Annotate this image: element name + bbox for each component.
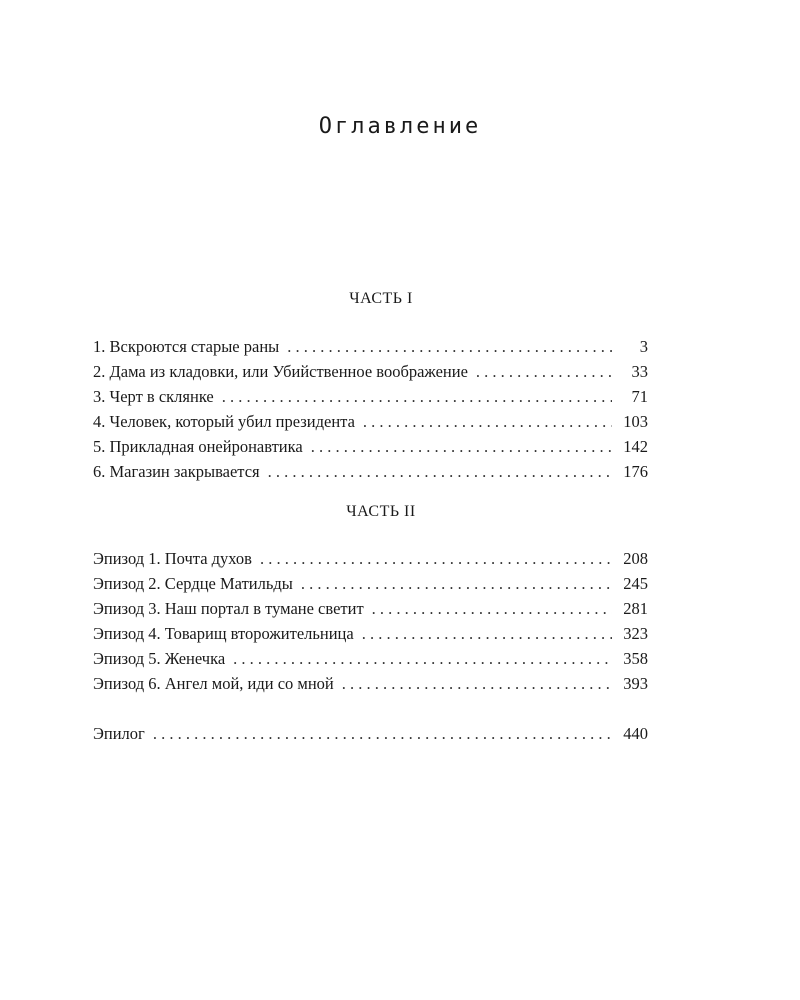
toc-entry[interactable] [93, 596, 648, 621]
toc-entry-label: Эпизод 2. Сердце Матильды [93, 574, 293, 593]
toc-entry[interactable] [93, 646, 648, 671]
toc-entry[interactable] [93, 359, 648, 384]
toc-entry-page: 176 [623, 462, 648, 481]
toc-leader-dots [287, 334, 612, 359]
toc-entry-page: 323 [623, 624, 648, 643]
toc-entry[interactable] [93, 384, 648, 409]
toc-leader-dots [301, 571, 612, 596]
toc-leader-dots [233, 646, 612, 671]
toc-leader-dots [372, 596, 612, 621]
toc-entry-label: 1. Вскроются старые раны [93, 337, 280, 356]
toc-entry-label: 5. Прикладная онейронавтика [93, 437, 303, 456]
toc-entry-label: Эпизод 1. Почта духов [93, 549, 252, 568]
toc-entry-page: 103 [623, 412, 648, 431]
epilogue-toc [93, 721, 648, 746]
toc-entry-label: Эпилог [93, 724, 145, 743]
toc-entry-label: Эпизод 3. Наш портал в тумане светит [93, 599, 364, 618]
part1-heading: ЧАСТЬ I [349, 290, 413, 307]
toc-entry[interactable] [93, 409, 648, 434]
toc-entry-label: Эпизод 6. Ангел мой, иди со мной [93, 674, 334, 693]
toc-entry[interactable] [93, 434, 648, 459]
toc-leader-dots [268, 459, 612, 484]
toc-entry-label: Эпизод 5. Женечка [93, 649, 226, 668]
toc-leader-dots [222, 384, 612, 409]
toc-entry-page: 33 [631, 362, 648, 381]
toc-entry-page: 3 [639, 337, 648, 356]
toc-entry-page: 440 [623, 724, 648, 743]
toc-leader-dots [153, 721, 612, 746]
toc-entry-page: 208 [623, 549, 648, 568]
toc-leader-dots [311, 434, 612, 459]
toc-entry[interactable] [93, 459, 648, 484]
toc-leader-dots [476, 359, 612, 384]
toc-entry-label: 4. Человек, который убил президента [93, 412, 355, 431]
toc-entry-page: 245 [623, 574, 648, 593]
page-title: Оглавление [318, 114, 482, 139]
toc-leader-dots [342, 671, 612, 696]
toc-leader-dots [362, 621, 612, 646]
part2-heading: ЧАСТЬ II [346, 503, 416, 520]
toc-entry[interactable] [93, 571, 648, 596]
part1-toc [93, 334, 648, 484]
toc-leader-dots [363, 409, 612, 434]
toc-entry-label: Эпизод 4. Товарищ второжительница [93, 624, 354, 643]
toc-leader-dots [260, 546, 612, 571]
part2-toc [93, 546, 648, 696]
toc-entry[interactable] [93, 546, 648, 571]
toc-entry-label: 2. Дама из кладовки, или Убийственное воображение [93, 362, 468, 381]
toc-entry-page: 142 [623, 437, 648, 456]
toc-entry-label: 6. Магазин закрывается [93, 462, 260, 481]
toc-entry-page: 281 [623, 599, 648, 618]
toc-entry-label: 3. Черт в склянке [93, 387, 214, 406]
toc-entry[interactable] [93, 621, 648, 646]
toc-entry-page: 393 [623, 674, 648, 693]
toc-entry-page: 71 [631, 387, 648, 406]
toc-entry-epilogue[interactable] [93, 721, 648, 746]
toc-entry[interactable] [93, 671, 648, 696]
toc-entry[interactable] [93, 334, 648, 359]
toc-entry-page: 358 [623, 649, 648, 668]
